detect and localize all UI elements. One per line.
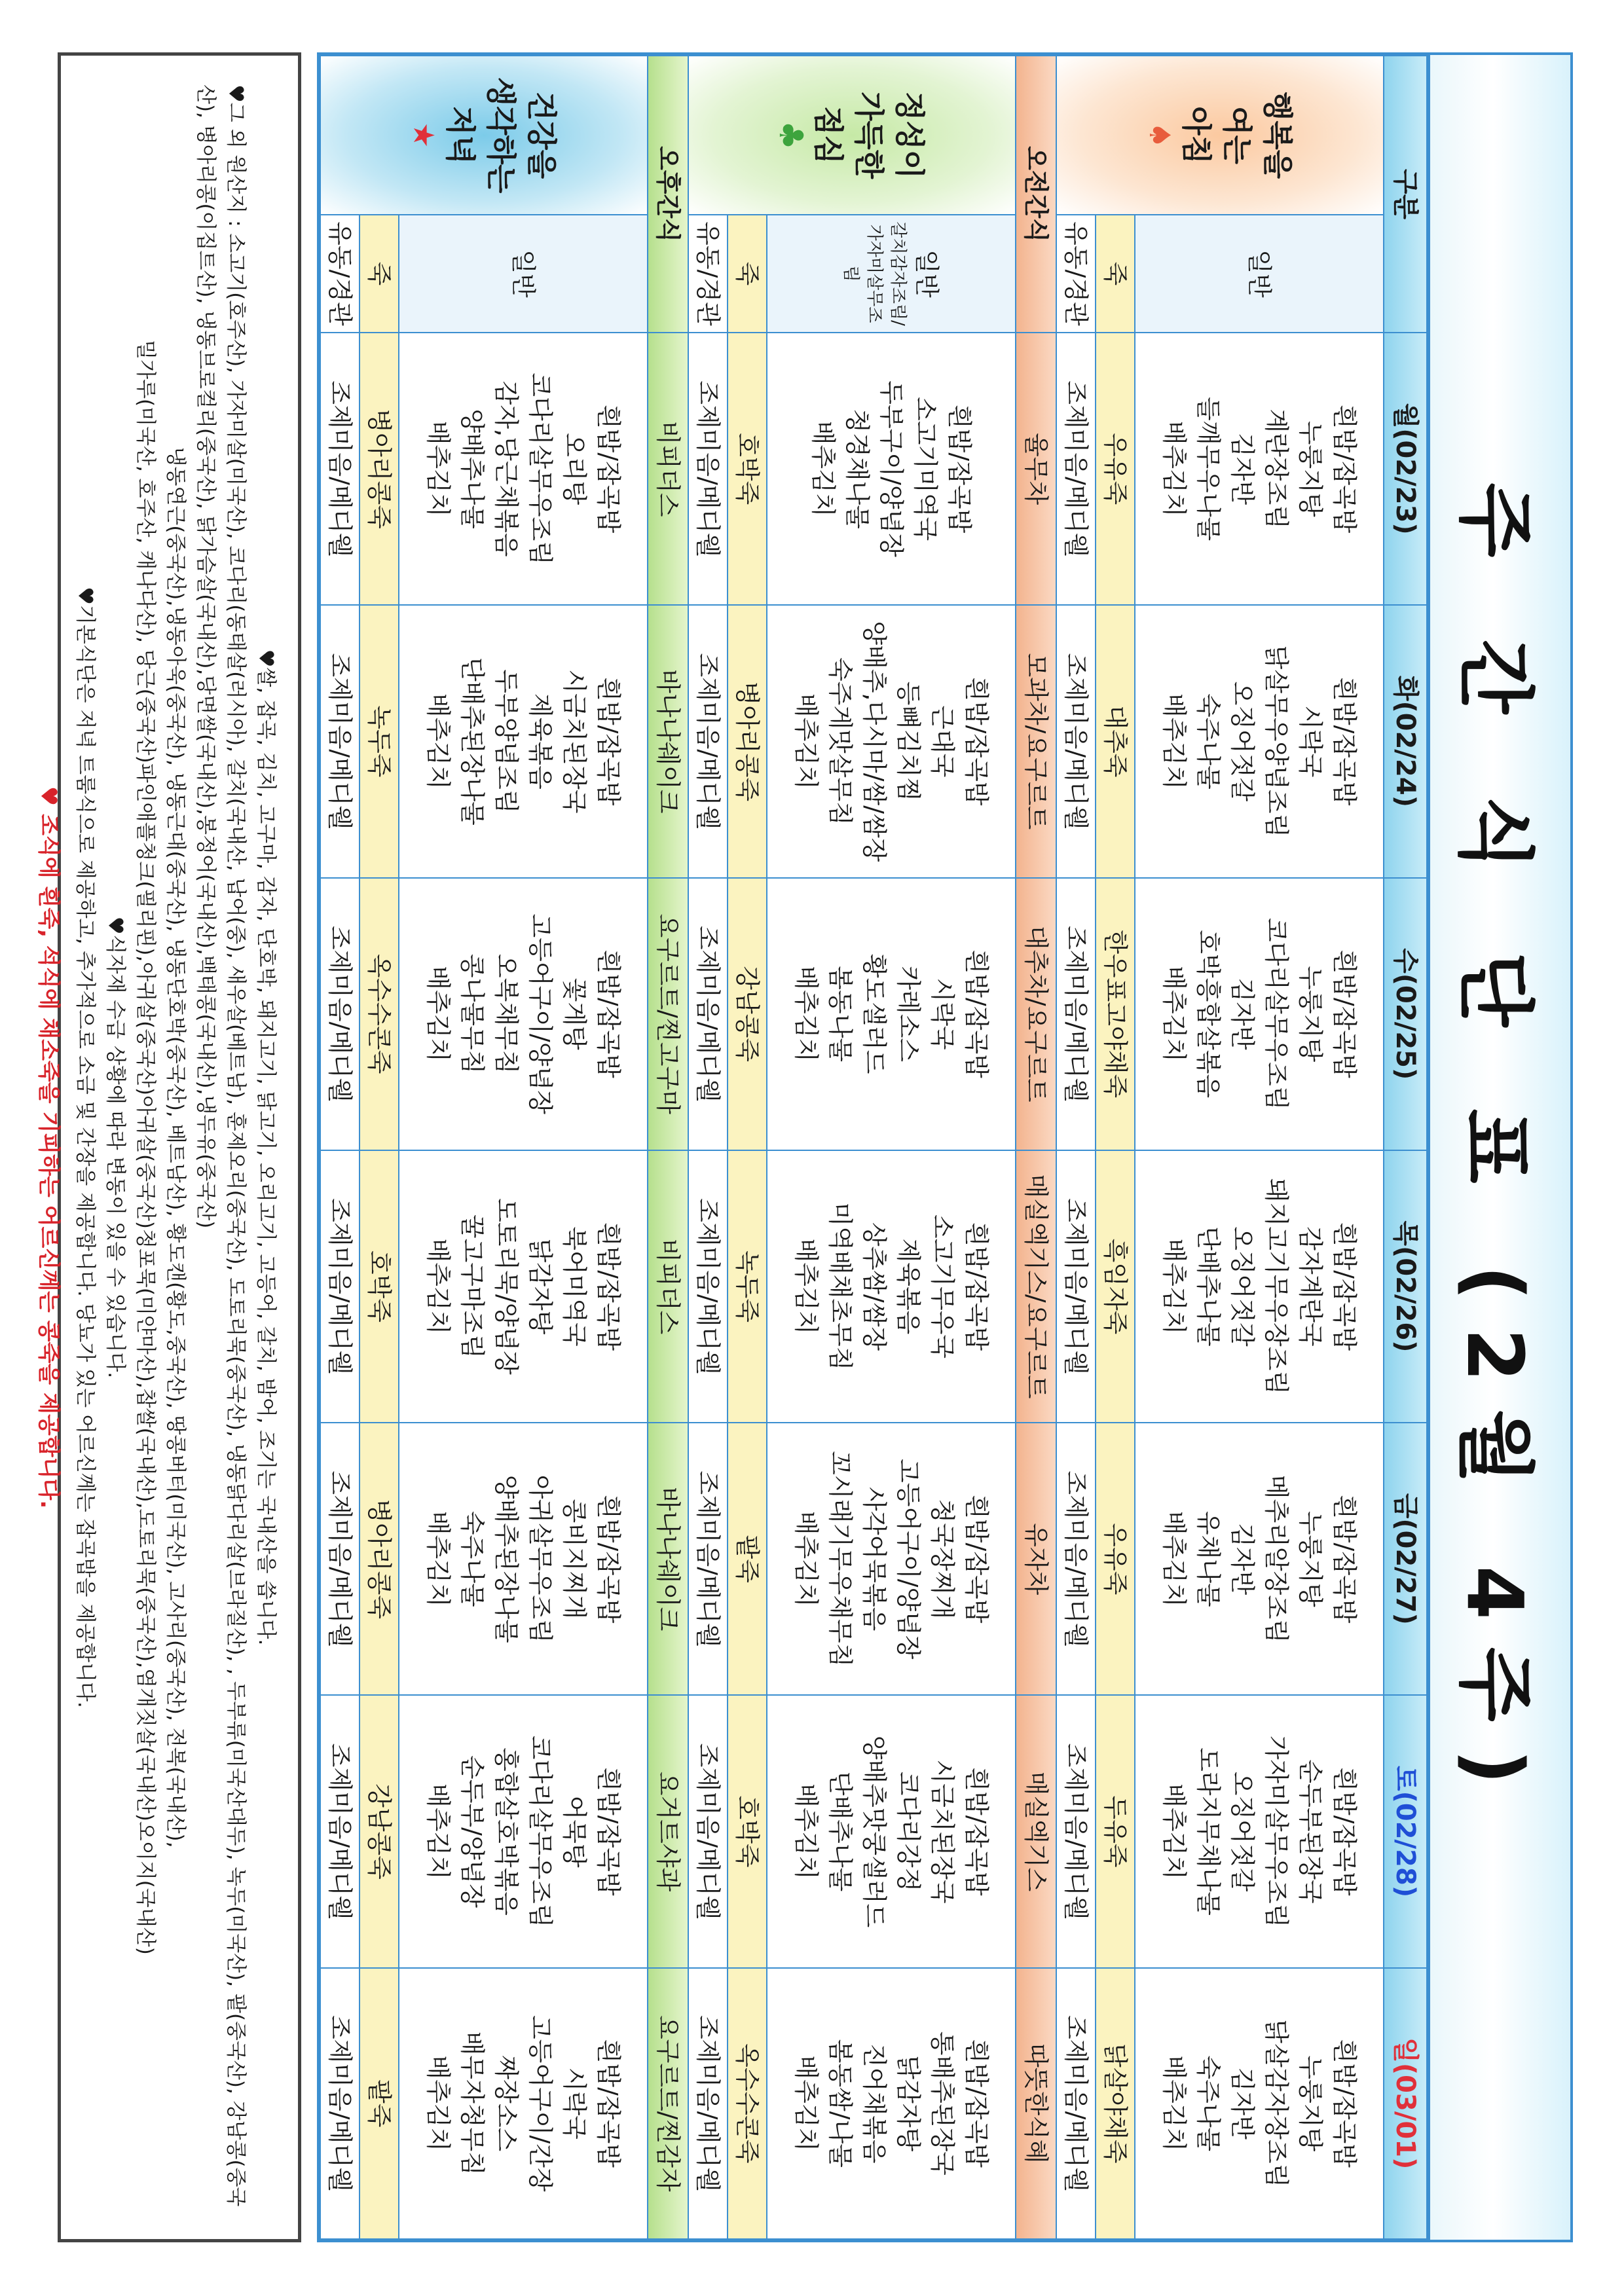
breakfast-porridge-fri: 우유죽 <box>1096 1423 1135 1695</box>
snack-pm-sat: 요거트샤과 <box>648 1695 688 1967</box>
breakfast-mon: 흰밥/잡곡밥 누룽지탕 계란장조림 김자반 들깨무우나물 배추김치 <box>1135 333 1384 605</box>
dinner-sat: 흰밥/잡곡밥 어묵탕 코다리살무우조림 홍합살호박볶음 순두부/양념장 배추김치 <box>399 1695 648 1967</box>
snack-pm-mon: 비피더스 <box>648 333 688 605</box>
breakfast-porridge-sat: 두유죽 <box>1096 1695 1135 1967</box>
breakfast-general-label: 일반 <box>1135 215 1384 333</box>
snack-am-sat: 매실엑기스 <box>1016 1695 1056 1967</box>
breakfast-porridge-mon: 우유죽 <box>1096 333 1135 605</box>
lunch-liquid-sat: 조제미음/메디웰 <box>688 1695 728 1967</box>
notes-warning: ♥ 조식에 흰죽, 석식에 채소죽을 기피하는 어르신께는 콩죽을 제공합니다. <box>35 786 62 1509</box>
snack-am-fri: 유자차 <box>1016 1423 1056 1695</box>
lunch-sat: 흰밥/잡곡밥 시금치된장국 코다리강정 양배추맛쿵샐러드 단배추나물 배추김치 <box>767 1695 1016 1967</box>
lunch-liquid-fri: 조제미음/메디웰 <box>688 1423 728 1695</box>
dinner-liquid-tue: 조제미음/메디웰 <box>319 605 360 877</box>
snack-pm-tue: 바나나쉐이크 <box>648 605 688 877</box>
breakfast-liquid-wed: 조제미음/메디웰 <box>1056 878 1096 1150</box>
dinner-general-label: 일반 <box>399 215 648 333</box>
spade-icon: ♠ <box>1143 122 1176 149</box>
snack-am-label: 오전간식 <box>1016 54 1056 333</box>
notes-line-frozen: 냉동연근(중국산),냉동아욱(중국산), 냉동근대(중국산), 냉동단호박(중국산), 베트남산), 황도캔(황도,중국산), 땅콩버터(미국산), 고사리(중국산), 전복(국내산), <box>164 446 187 1848</box>
snack-am-row <box>1016 54 1056 2240</box>
lunch-porridge-tue: 병아리콩죽 <box>728 605 767 877</box>
breakfast-porridge-tue: 대추죽 <box>1096 605 1135 877</box>
dinner-mon: 흰밥/잡곡밥 오리탕 코다리살무우조림 감자,당근채볶음 양배추나물 배추김치 <box>399 333 648 605</box>
breakfast-liquid-thu: 조제미음/메디웰 <box>1056 1150 1096 1423</box>
snack-pm-fri: 바나나쉐이크 <box>648 1423 688 1695</box>
snack-am-tue: 모과차/요구르트 <box>1016 605 1056 877</box>
notes-panel <box>35 52 301 2242</box>
breakfast-sun: 흰밥/잡곡밥 누룽지탕 닭살감자장조림 김자반 숙주나물 배추김치 <box>1135 1968 1384 2240</box>
dinner-porridge-sat: 강남콩죽 <box>360 1695 399 1967</box>
lunch-porridge-row <box>728 54 767 2240</box>
dinner-liquid-wed: 조제미음/메디웰 <box>319 878 360 1150</box>
lunch-general-label: 일반 <box>912 249 941 298</box>
breakfast-liquid-mon: 조제미음/메디웰 <box>1056 333 1096 605</box>
snack-am-sun: 따뜻한식혜 <box>1016 1968 1056 2240</box>
lunch-general-label-cell <box>767 215 1016 333</box>
lunch-porridge-sat: 호박죽 <box>728 1695 767 1967</box>
lunch-porridge-sun: 옥수수콘죽 <box>728 1968 767 2240</box>
dinner-liquid-fri: 조제미음/메디웰 <box>319 1423 360 1695</box>
notes-line-origin: ♥그 외 원산지 : 소고기(호주산), 가자미살(미국산), 코다리(동태살(러시아), 갈치(국내산, 납어(중), 새우살(베트남), 훈제오리(중국산), 도토리묵(중국산), 냉동닭다리살(브라질산), , 두부류(미국산대두), 녹두(미국산), 팥(중국산), 강남콩(중국산), 병아리콩(이집트산), 냉동브로컬리(중국산), 닭가슴살(국내산),당면쌀(국내산),봉정어(국내산),백태콩(국내산),냉두유(중국산) <box>194 84 248 2207</box>
day-header-wed: 수(02/25) <box>1384 878 1428 1150</box>
lunch-thu: 흰밥/잡곡밥 소고기무우국 제육볶음 상추쌈/쌈장 미역배채초무침 배추김치 <box>767 1150 1016 1423</box>
breakfast-porridge-thu: 흑임자죽 <box>1096 1150 1135 1423</box>
club-icon: ♣ <box>772 120 810 150</box>
breakfast-porridge-sun: 닭살야채죽 <box>1096 1968 1135 2240</box>
dinner-porridge-tue: 녹두죽 <box>360 605 399 877</box>
breakfast-liquid-sun: 조제미음/메디웰 <box>1056 1968 1096 2240</box>
day-header-sat: 토(02/28) <box>1384 1695 1428 1967</box>
breakfast-wed: 흰밥/잡곡밥 누룽지탕 코다리살무우조림 김자반 호박흥합살볶음 배추김치 <box>1135 878 1384 1150</box>
lunch-porridge-mon: 호박죽 <box>728 333 767 605</box>
dinner-liquid-sun: 조제미음/메디웰 <box>319 1968 360 2240</box>
dinner-wed: 흰밥/잡곡밥 꽃게탕 고등어구이/양념장 오복채무침 콩나물무침 배추김치 <box>399 878 648 1150</box>
lunch-liquid-wed: 조제미음/메디웰 <box>688 878 728 1150</box>
dinner-liquid-sat: 조제미음/메디웰 <box>319 1695 360 1967</box>
breakfast-tue: 흰밥/잡곡밥 시락국 닭살무우양념조림 오징어젓갈 숙주나물 배추김치 <box>1135 605 1384 877</box>
dinner-liquid-row <box>319 54 360 2240</box>
day-header-mon: 월(02/23) <box>1384 333 1428 605</box>
dinner-porridge-sun: 팥죽 <box>360 1968 399 2240</box>
dinner-porridge-row <box>360 54 399 2240</box>
lunch-liquid-sun: 조제미음/메디웰 <box>688 1968 728 2240</box>
star-icon: ★ <box>407 122 440 149</box>
day-header-thu: 목(02/26) <box>1384 1150 1428 1423</box>
lunch-label: 정성이 가득한 점심 <box>811 91 927 179</box>
notes-line-domestic: ♥쌀, 잡곡, 김치, 고구마, 감자, 단호박, 돼지고기, 닭고기, 오리고기, 고등어, 갈치, 밤어, 조기는 국내산을 씁니다. <box>254 649 278 1646</box>
lunch-porridge-fri: 팥죽 <box>728 1423 767 1695</box>
breakfast-fri: 흰밥/잡곡밥 누룽지탕 메추리알장조림 김자반 유채나물 배추김치 <box>1135 1423 1384 1695</box>
snack-pm-thu: 비피더스 <box>648 1150 688 1423</box>
notes-line-flour: 밀가루(미국산, 호주산, 캐나다산), 당근(중국산)파인애플청크(필리핀),아귀살(중국산)아귀살(중국산)청포묵(미얀마산),찹쌀(국내산),도토리묵(중국산),염개짓살(국내산)오이지(국내산) <box>134 340 157 1955</box>
dinner-porridge-wed: 옥수수콘죽 <box>360 878 399 1150</box>
lunch-liquid-row <box>688 54 728 2240</box>
breakfast-liquid-tue: 조제미음/메디웰 <box>1056 605 1096 877</box>
dinner-sun: 흰밥/잡곡밥 시락국 고등어구이/간장 짜장소스 배무자청무침 배추김치 <box>399 1968 648 2240</box>
dinner-fri: 흰밥/잡곡밥 콩비지찌개 아귀살무우조림 양배추된장나물 숙주나물 배추김치 <box>399 1423 648 1695</box>
breakfast-label-cell <box>1056 54 1384 215</box>
dinner-label: 건강을 생각하는 저녁 <box>443 77 559 194</box>
lunch-mon: 흰밥/잡곡밥 소고기미역국 두부구이/양념장 청경채나물 배추김치 <box>767 333 1016 605</box>
lunch-general-note: 갈치감자조림/가자미살무조림 <box>841 221 908 326</box>
lunch-porridge-label: 죽 <box>728 215 767 333</box>
dinner-porridge-label: 죽 <box>360 215 399 333</box>
breakfast-liquid-label: 유동/경관 <box>1056 215 1096 333</box>
lunch-porridge-thu: 녹두죽 <box>728 1150 767 1423</box>
dinner-tue: 흰밥/잡곡밥 시금치된장국 제육볶음 두부양념조림 단배추된장나물 배추김치 <box>399 605 648 877</box>
breakfast-liquid-fri: 조제미음/메디웰 <box>1056 1423 1096 1695</box>
lunch-general-row <box>767 54 1016 2240</box>
breakfast-liquid-sat: 조제미음/메디웰 <box>1056 1695 1096 1967</box>
day-header-tue: 화(02/24) <box>1384 605 1428 877</box>
lunch-liquid-label: 유동/경관 <box>688 215 728 333</box>
lunch-tue: 흰밥/잡곡밥 근대국 등뼈김치찜 양배추,다시마/쌈/쌈장 숙주게맛살무침 배추김치 <box>767 605 1016 877</box>
snack-am-thu: 매실엑기스/요구르트 <box>1016 1150 1056 1423</box>
breakfast-general-row <box>1135 54 1384 2240</box>
dinner-label-cell <box>319 54 648 215</box>
page-title: 주 간 식 단 표 (2월 4주) <box>1450 483 1540 1812</box>
breakfast-sat: 흰밥/잡곡밥 순두부된장국 가자미살무우조림 오징어젓갈 도라지무채나물 배추김치 <box>1135 1695 1384 1967</box>
title-bar <box>1430 52 1573 2242</box>
dinner-liquid-thu: 조제미음/메디웰 <box>319 1150 360 1423</box>
breakfast-porridge-wed: 한우표고야채죽 <box>1096 878 1135 1150</box>
snack-pm-row <box>648 54 688 2240</box>
lunch-liquid-mon: 조제미음/메디웰 <box>688 333 728 605</box>
day-header-fri: 금(02/27) <box>1384 1423 1428 1695</box>
dinner-thu: 흰밥/잡곡밥 북어미역국 닭감자탕 도토리묵/양념장 꿀고구마조림 배추김치 <box>399 1150 648 1423</box>
lunch-wed: 흰밥/잡곡밥 시락국 카레소스 황도샐러드 봄동나물 배추김치 <box>767 878 1016 1150</box>
lunch-sun: 흰밥/잡곡밥 통배추된장국 닭감자탕 진어채볶음 봄동쌈/나물 배추김치 <box>767 1968 1016 2240</box>
dinner-porridge-mon: 병아리콩죽 <box>360 333 399 605</box>
weekly-menu-table <box>317 52 1430 2242</box>
lunch-liquid-tue: 조제미음/메디웰 <box>688 605 728 877</box>
day-header-sun: 일(03/01) <box>1384 1968 1428 2240</box>
header-row <box>1384 54 1428 2240</box>
lunch-liquid-thu: 조제미음/메디웰 <box>688 1150 728 1423</box>
breakfast-porridge-label: 죽 <box>1096 215 1135 333</box>
category-header: 구분 <box>1384 54 1428 333</box>
notes-line-supply: ♥식자재 수급 상황에 따라 변동이 있을 수 있습니다. <box>103 916 127 1379</box>
dinner-porridge-fri: 병아리콩죽 <box>360 1423 399 1695</box>
dinner-liquid-label: 유동/경관 <box>319 215 360 333</box>
dinner-liquid-mon: 조제미음/메디웰 <box>319 333 360 605</box>
dinner-porridge-thu: 호박죽 <box>360 1150 399 1423</box>
snack-pm-label: 오후간식 <box>648 54 688 333</box>
notes-line-basic: ♥기본식단은 저녁 트룸식으로 제공하고, 추가적으로 소금 및 간장을 제공합니다. 당뇨가 있는 어르신께는 잡곡밥을 제공합니다. <box>73 587 97 1708</box>
lunch-label-cell <box>688 54 1016 215</box>
snack-am-wed: 대추차/요구르트 <box>1016 878 1056 1150</box>
snack-am-mon: 율무차 <box>1016 333 1056 605</box>
breakfast-liquid-row <box>1056 54 1096 2240</box>
breakfast-porridge-row <box>1096 54 1135 2240</box>
breakfast-label: 행복을 여는 아침 <box>1179 91 1295 179</box>
snack-pm-wed: 요구르트/찐고구마 <box>648 878 688 1150</box>
lunch-fri: 흰밥/잡곡밥 청국장찌개 고등어구이/양념장 사각어묵볶음 꼬시래기무우채무침 배추김치 <box>767 1423 1016 1695</box>
lunch-porridge-wed: 강남콩죽 <box>728 878 767 1150</box>
breakfast-thu: 흰밥/잡곡밥 감자계란국 돼지고기무우장조림 오징어젓갈 단배추나물 배추김치 <box>1135 1150 1384 1423</box>
dinner-general-row <box>399 54 648 2240</box>
snack-pm-sun: 요구르트/찐감자 <box>648 1968 688 2240</box>
